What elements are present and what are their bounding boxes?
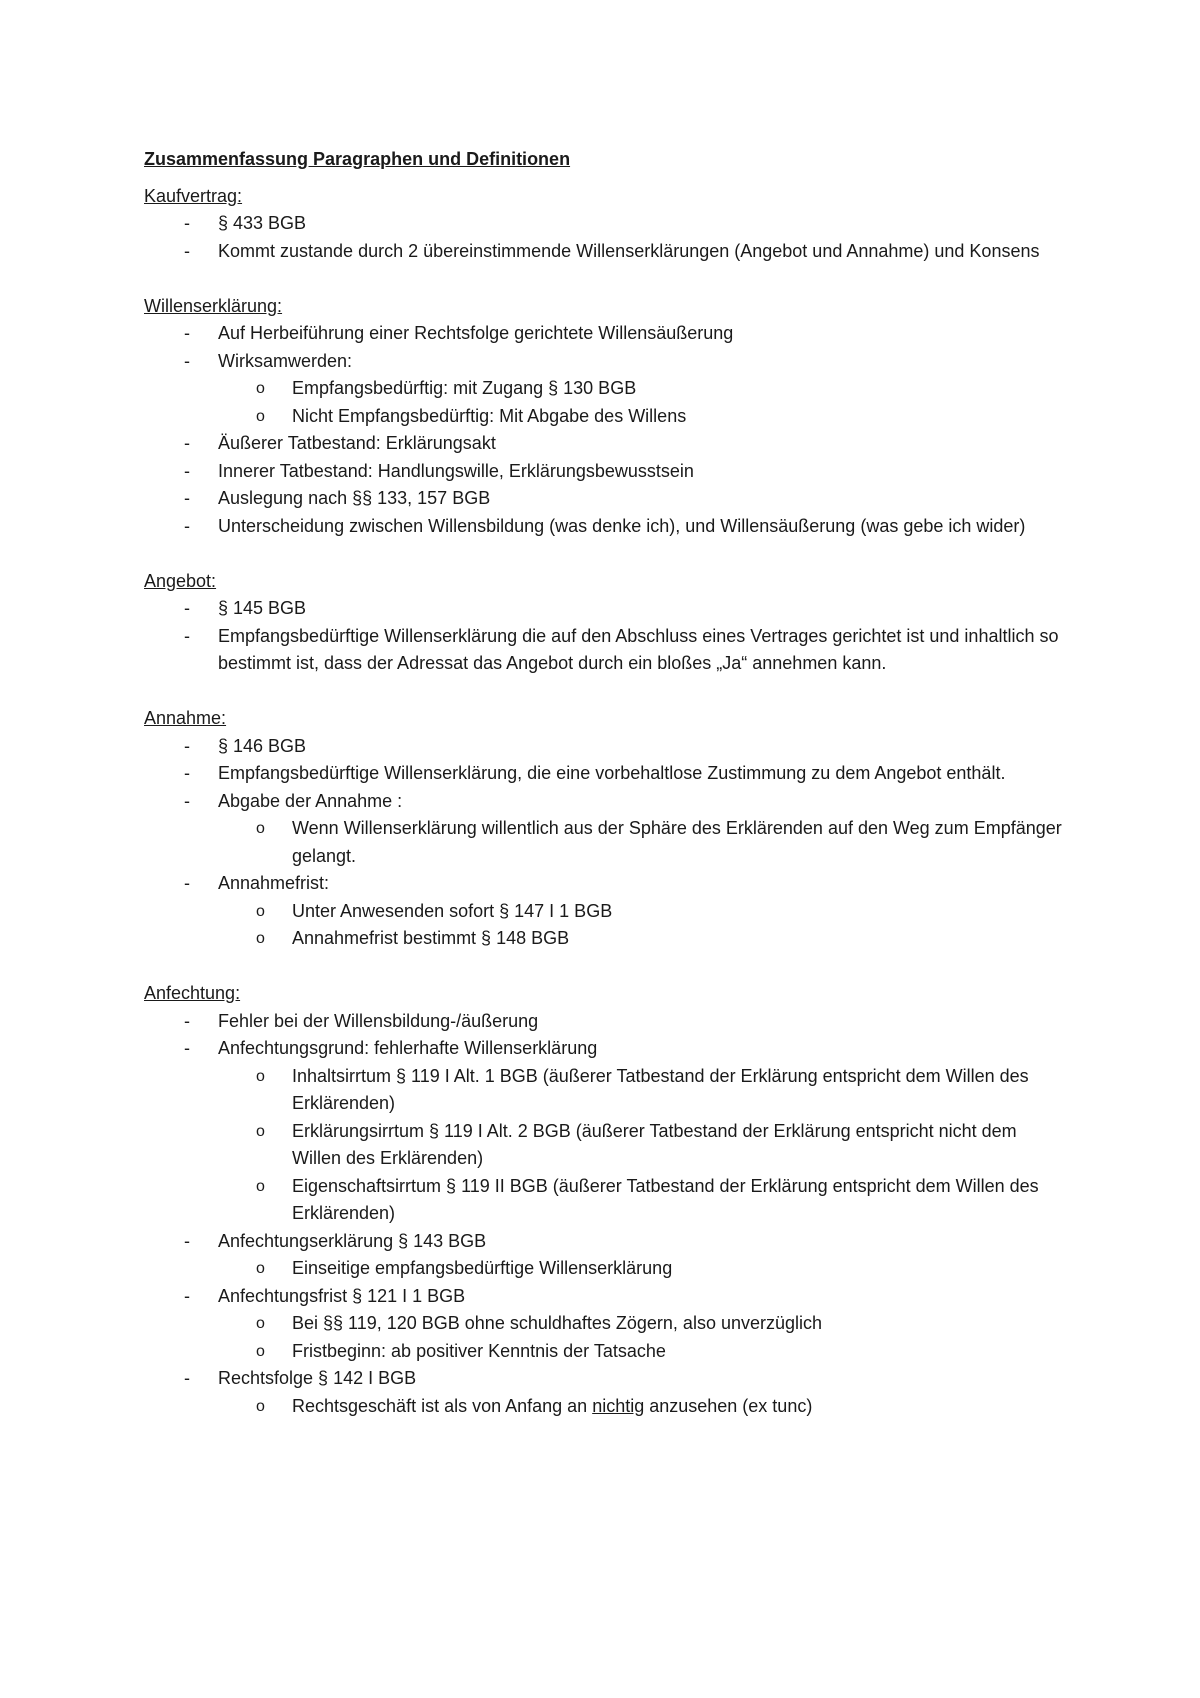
list-item: [144, 348, 1064, 431]
sub-list-item: [218, 815, 1064, 870]
dash-marker: -: [184, 625, 190, 646]
rechtsfolge-underlined-word: nichtig: [592, 1395, 645, 1416]
rechtsfolge-text-after: anzusehen (ex tunc): [644, 1395, 813, 1416]
list-item: [144, 1365, 1064, 1420]
bullet-marker: o: [256, 380, 265, 397]
bullet-marker: o: [256, 1342, 265, 1360]
sub-list-item: [218, 925, 1064, 953]
bullet-marker: o: [256, 1260, 265, 1277]
list-item-text: Empfangsbedürftige Willenserklärung die auf den Abschluss eines Vertrages gerichtet ist und inhaltlich so bestimmt ist, dass der Adressat das Angebot durch ein bloßes „Ja“ annehmen kann.: [218, 625, 1059, 673]
sub-list-item-text: Inhaltsirrtum § 119 I Alt. 1 BGB (äußerer Tatbestand der Erklärung entspricht dem Willen des Erklärenden): [292, 1065, 1029, 1113]
bullet-marker: o: [256, 1067, 265, 1085]
list-item-text: Fehler bei der Willensbildung-/äußerung: [218, 1010, 539, 1031]
sub-list-item: [218, 1310, 1064, 1338]
list-anfechtung: [144, 1008, 1064, 1421]
sublist-wirksamwerden: [218, 375, 1064, 430]
list-item: [144, 1283, 1064, 1366]
sub-list-item: [218, 403, 1064, 431]
dash-marker: -: [184, 598, 190, 618]
bullet-marker: o: [256, 820, 265, 837]
section-title-willenserklaerung: Willenserklärung:: [144, 295, 283, 316]
section-title-angebot: Angebot:: [144, 570, 217, 591]
list-item-text: § 145 BGB: [218, 598, 307, 618]
list-willenserklaerung: [144, 320, 1064, 540]
sublist-anfechtungsfrist: [218, 1310, 1064, 1365]
section-anfechtung: [144, 980, 1064, 1420]
sub-list-item-text: Wenn Willenserklärung willentlich aus der Sphäre des Erklärenden auf den Weg zum Empfänger gelangt.: [292, 818, 1062, 866]
section-title-annahme: Annahme:: [144, 708, 227, 728]
list-item-text: Auf Herbeiführung einer Rechtsfolge gerichtete Willensäußerung: [218, 323, 734, 343]
sub-list-item: [218, 898, 1064, 926]
sub-list-item-text: Unter Anwesenden sofort § 147 I 1 BGB: [292, 900, 613, 921]
list-item-text: Abgabe der Annahme :: [218, 790, 403, 811]
sublist-anfechtungsgrund: [218, 1063, 1064, 1228]
dash-marker: -: [184, 1038, 190, 1058]
list-item: [144, 733, 1064, 761]
list-item-text: Auslegung nach §§ 133, 157 BGB: [218, 488, 491, 508]
list-item: [144, 1035, 1064, 1228]
bullet-marker: o: [256, 1177, 265, 1195]
list-kaufvertrag: [144, 210, 1064, 265]
sub-list-item: [218, 1118, 1064, 1173]
section-title-anfechtung: Anfechtung:: [144, 983, 241, 1003]
list-angebot: [144, 595, 1064, 678]
section-kaufvertrag: [144, 183, 1064, 266]
sub-list-item-text: Bei §§ 119, 120 BGB ohne schuldhaftes Zögern, also unverzüglich: [292, 1313, 823, 1333]
sub-list-item-text: Nicht Empfangsbedürftig: Mit Abgabe des Willens: [292, 405, 687, 426]
sub-list-item-text: Erklärungsirrtum § 119 I Alt. 2 BGB (äußerer Tatbestand der Erklärung entspricht nicht dem Willen des Erklärenden): [292, 1120, 1017, 1168]
list-item: [144, 210, 1064, 238]
list-item-text: Rechtsfolge § 142 I BGB: [218, 1368, 417, 1388]
list-item-text: Innerer Tatbestand: Handlungswille, Erklärungsbewusstsein: [218, 460, 694, 481]
dash-marker: -: [184, 488, 190, 508]
dash-marker: -: [184, 323, 190, 343]
sub-list-item: [218, 1173, 1064, 1228]
list-item-text: Empfangsbedürftige Willenserklärung, die eine vorbehaltlose Zustimmung zu dem Angebot enthält.: [218, 763, 1006, 783]
sub-list-item-text: Fristbeginn: ab positiver Kenntnis der Tatsache: [292, 1340, 666, 1361]
dash-marker: -: [184, 763, 190, 783]
dash-marker: -: [184, 1010, 190, 1031]
list-item-text: Anfechtungsgrund: fehlerhafte Willenserklärung: [218, 1038, 598, 1058]
list-item: [144, 320, 1064, 348]
dash-marker: -: [184, 240, 190, 261]
dash-marker: -: [184, 1230, 190, 1251]
bullet-marker: o: [256, 902, 265, 920]
list-annahme: [144, 733, 1064, 953]
list-item-text: Unterscheidung zwischen Willensbildung (was denke ich), und Willensäußerung (was gebe ich wider): [218, 515, 1026, 536]
sub-list-item-text: Empfangsbedürftig: mit Zugang § 130 BGB: [292, 378, 637, 398]
sub-list-item-text: Einseitige empfangsbedürftige Willenserklärung: [292, 1258, 673, 1278]
sub-list-item: [218, 1338, 1064, 1366]
list-item: [144, 760, 1064, 788]
bullet-marker: o: [256, 1122, 265, 1140]
dash-marker: -: [184, 213, 190, 233]
document-content: [144, 146, 1064, 1448]
bullet-marker: o: [256, 407, 265, 425]
section-annahme: [144, 705, 1064, 953]
list-item-text: § 146 BGB: [218, 735, 307, 756]
list-item: [144, 485, 1064, 513]
sublist-anfechtungserklaerung: [218, 1255, 1064, 1283]
sublist-rechtsfolge: [218, 1393, 1064, 1421]
dash-marker: -: [184, 350, 190, 371]
dash-marker: -: [184, 1285, 190, 1306]
rechtsfolge-text-before: Rechtsgeschäft ist als von Anfang an: [292, 1395, 593, 1416]
sublist-abgabe: [218, 815, 1064, 870]
list-item: [144, 870, 1064, 953]
sub-list-item: [218, 1393, 1064, 1421]
document-title: Zusammenfassung Paragraphen und Definitionen: [144, 149, 571, 169]
bullet-marker: o: [256, 1397, 265, 1415]
sub-list-item: [218, 1063, 1064, 1118]
sub-list-item-text: Eigenschaftsirrtum § 119 II BGB (äußerer Tatbestand der Erklärung entspricht dem Willen des Erklärenden): [292, 1175, 1039, 1223]
list-item: [144, 788, 1064, 871]
section-willenserklaerung: [144, 293, 1064, 541]
section-title-kaufvertrag: Kaufvertrag:: [144, 185, 243, 206]
list-item: [144, 458, 1064, 486]
sub-list-item-text: Annahmefrist bestimmt § 148 BGB: [292, 928, 570, 948]
list-item-text: Äußerer Tatbestand: Erklärungsakt: [218, 433, 496, 453]
dash-marker: -: [184, 433, 190, 453]
sublist-annahmefrist: [218, 898, 1064, 953]
dash-marker: -: [184, 515, 190, 536]
list-item-text: Annahmefrist:: [218, 873, 330, 893]
bullet-marker: o: [256, 930, 265, 947]
list-item: [144, 430, 1064, 458]
list-item-text: Anfechtungserklärung § 143 BGB: [218, 1230, 487, 1251]
list-item-text: Wirksamwerden:: [218, 350, 353, 371]
dash-marker: -: [184, 873, 190, 893]
list-item-text: Anfechtungsfrist § 121 I 1 BGB: [218, 1285, 466, 1306]
list-item: [144, 1228, 1064, 1283]
list-item: [144, 238, 1064, 266]
list-item-text: § 433 BGB: [218, 213, 307, 233]
section-angebot: [144, 568, 1064, 678]
dash-marker: -: [184, 1368, 190, 1388]
sub-list-item: [218, 1255, 1064, 1283]
dash-marker: -: [184, 460, 190, 481]
sub-list-item: [218, 375, 1064, 403]
list-item-text: Kommt zustande durch 2 übereinstimmende Willenserklärungen (Angebot und Annahme) und Konsens: [218, 240, 1040, 261]
list-item: [144, 513, 1064, 541]
bullet-marker: o: [256, 1315, 265, 1332]
dash-marker: -: [184, 735, 190, 756]
dash-marker: -: [184, 790, 190, 811]
list-item: [144, 623, 1064, 678]
list-item: [144, 595, 1064, 623]
list-item: [144, 1008, 1064, 1036]
